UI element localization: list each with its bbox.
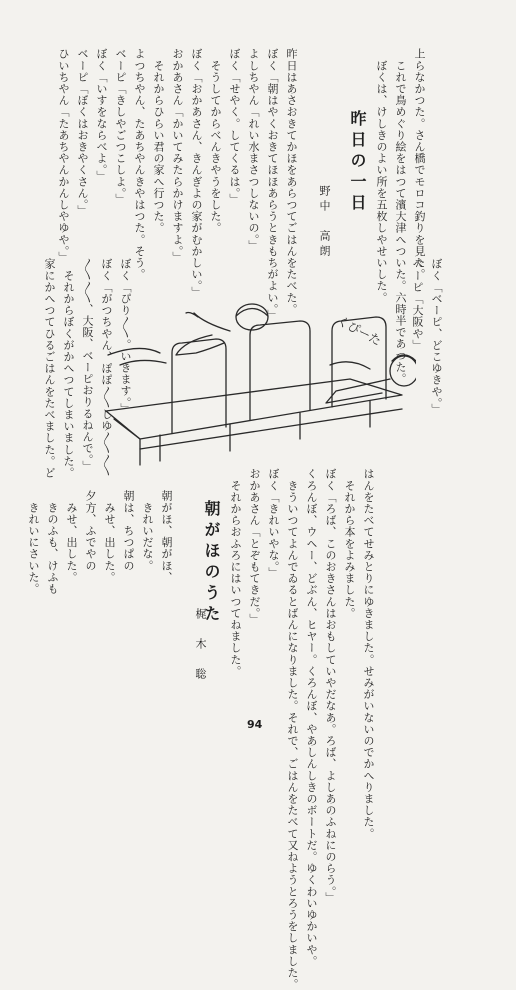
- train-play-illustration: [100, 283, 416, 473]
- dialogue-middle-right: ぼく「ベーピ、どこゆきや。」 ベーピ「大阪や」: [411, 258, 443, 415]
- poem-title: 朝がほのうた: [202, 500, 221, 626]
- essay-author: 野中 高朗: [318, 185, 331, 260]
- poem-author: 梶 木 聡: [194, 608, 207, 683]
- text-column-bottom-right: はんをたべてせみとりにゆきました。せみがいないのでかへりました。 それから本をよみました。 ぼく「ろば、このおきさんはおもしていやだなあ。ろば、よしあのふねにのらう。」 くろんぼ、ウヘー、どぶん、ヒヤー。くろんぼ、やあしんしきのボートだ。ゆくわいゆかいや。 きういつてよんでゐるとばんになりました。それで、ごはんをたべて又ねようとろうをしました。 ぼく「きれいやな。」 おかあさん「とぞもてきだ。」 それからおふろにはいつてねました。: [229, 468, 375, 990]
- illustration-caption: くぴーた: [334, 313, 384, 349]
- dialogue-middle-left: ぼく「ぴり〳〵。いきます。」 ぼく「がつちやん、ぽぽ〳〵しゆ〳〵〳〵 〳〵〳〵、大阪、ベーピおりるねんで。」 それからぼくがかへつてしまいました。 家にかへつてひるごはんをたべました。ど: [43, 258, 132, 479]
- page-number: 94: [247, 718, 263, 731]
- text-column-top-right: 上らなかつた。さん橋でモロコ釣りを見た。 これで鳥めぐり絵をはつて濱大津へついた。六時半であつた。 ぼくは、けしきのよい所を五枚しやせいした。: [375, 48, 426, 385]
- essay-title: 昨日の一日: [348, 110, 367, 215]
- essay-body: 昨日はあさおきてかほをあらつてごはんをたべた。 ぼく「朝はやくおきてほほあらうときもちがよい。」 よしちやん「れい水まさつしないの。」 ぼく「せやく。してくるは。」 そうしてからべんきやうをした。 ぼく「おかあさん、きんぎよの家がむかしい。」 おかあさん「かいてみたらかけますよ。」 それからひらい君の家へ行つた。 よつちやん、たあちやんきやはつた。そう。 ベーピ「きしやごつこしよ。」 ぼく「いすをならべよ。」 ベーピ「ぼくはおきやくさん。」 ひいちやん「たあちやんかんしやゆや。」: [57, 48, 298, 321]
- poem-body: 朝がほ、朝がほ、 きれいだな。 朝は、ちつぱの みせ、出した。 夕方、ふでやの みせ、出した。 きのふも、けふも きれいにさいた。: [27, 490, 173, 595]
